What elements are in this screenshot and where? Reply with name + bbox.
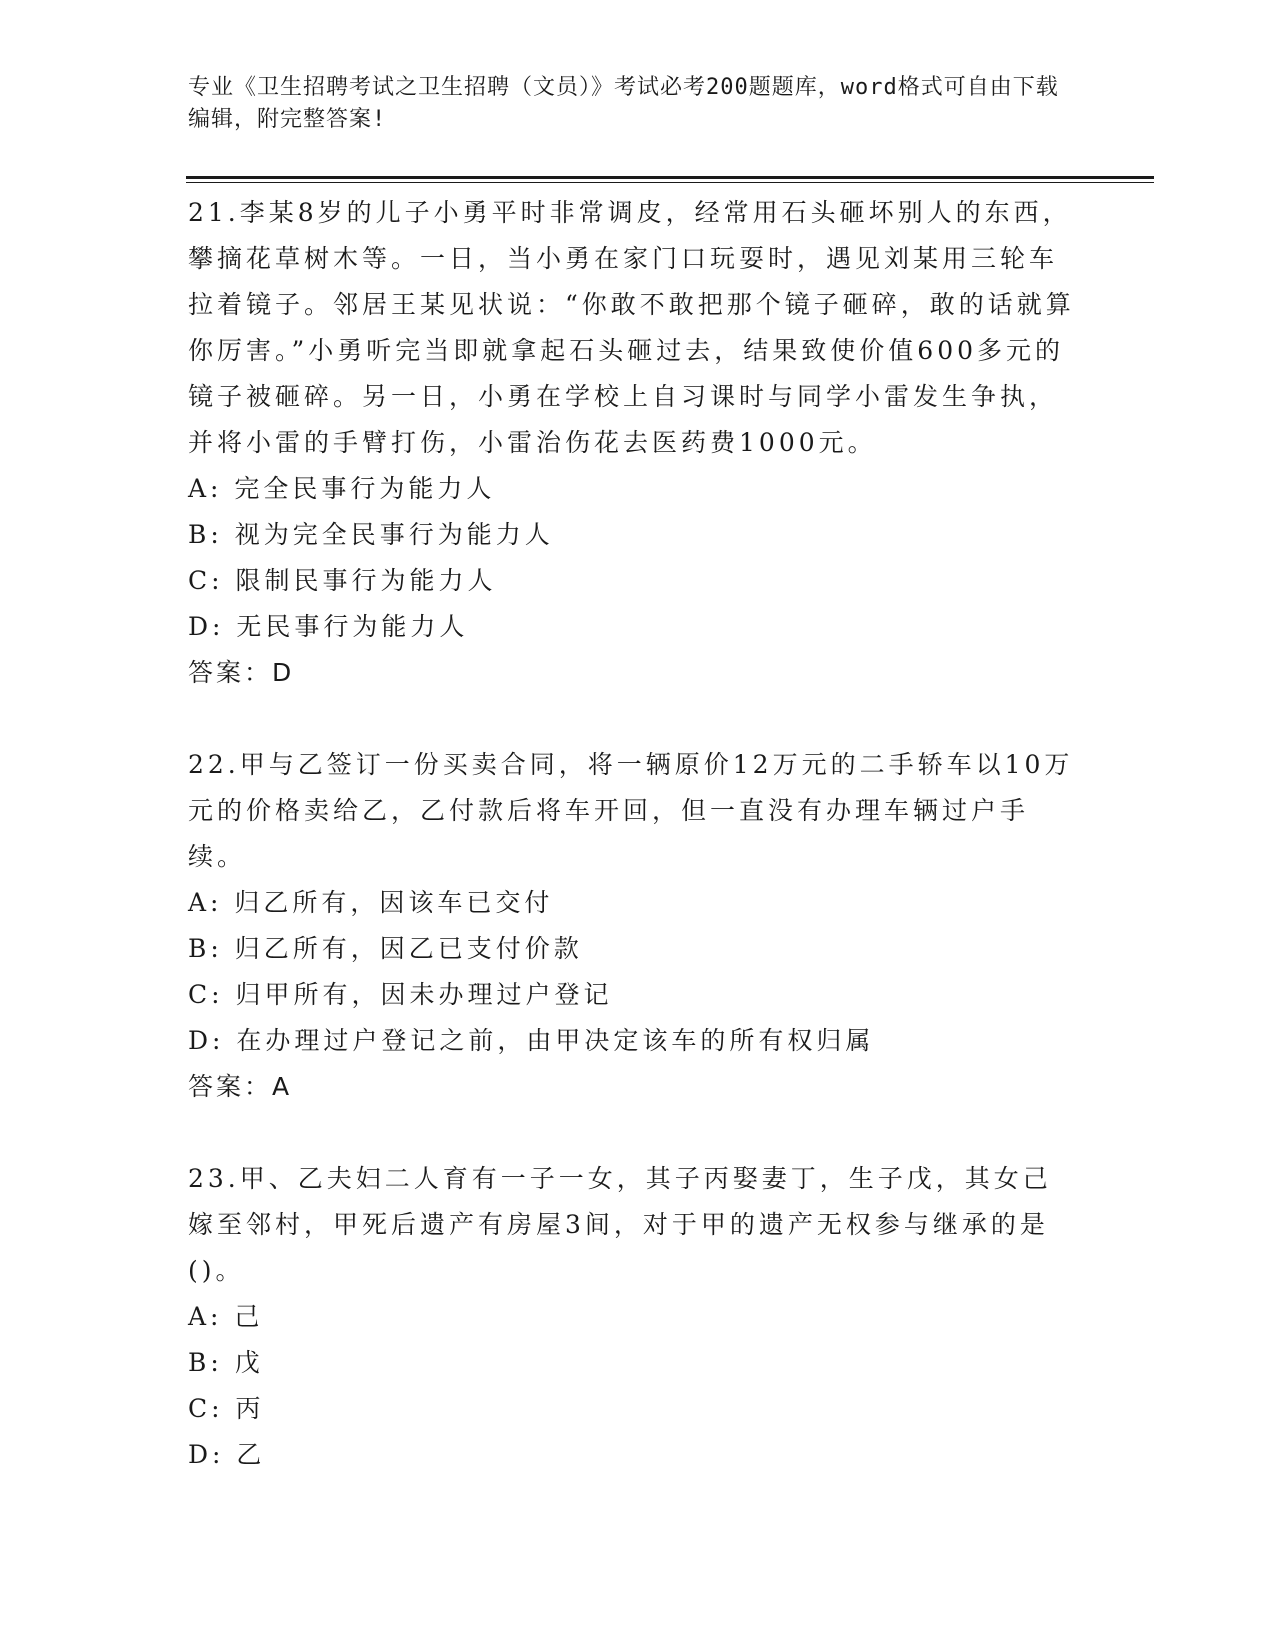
question-stem: 23.甲、乙夫妇二人育有一子一女，其子丙娶妻丁，生子戊，其女己嫁至邻村，甲死后遗产有房屋3间，对于甲的遗产无权参与继承的是()。 [188,1164,1052,1285]
header-divider-thick [186,176,1154,179]
answer-line: 答案：A [188,1072,293,1101]
option-d: D: 在办理过户登记之前，由甲决定该车的所有权归属 [188,1026,875,1055]
question-21 [188,190,1078,696]
question-23 [188,1156,1078,1478]
option-b: B: 戊 [188,1348,264,1377]
question-stem: 22.甲与乙签订一份买卖合同，将一辆原价12万元的二手轿车以10万元的价格卖给乙，乙付款后将车开回，但一直没有办理车辆过户手续。 [188,750,1074,871]
option-d: D: 乙 [188,1440,266,1469]
answer-line: 答案：D [188,658,295,687]
question-22 [188,742,1078,1110]
option-a: A: 归乙所有，因该车已交付 [188,888,554,917]
option-c: C: 归甲所有，因未办理过户登记 [188,980,613,1009]
option-a: A: 完全民事行为能力人 [188,474,496,503]
page-header: 专业《卫生招聘考试之卫生招聘（文员）》考试必考200题题库，word格式可自由下载编辑，附完整答案! [188,75,1059,132]
option-b: B: 归乙所有，因乙已支付价款 [188,934,583,963]
option-a: A: 己 [188,1302,264,1331]
option-c: C: 限制民事行为能力人 [188,566,497,595]
option-d: D: 无民事行为能力人 [188,612,469,641]
question-spacer [188,696,1078,742]
question-spacer [188,1110,1078,1156]
question-stem: 21.李某8岁的儿子小勇平时非常调皮，经常用石头砸坏别人的东西，攀摘花草树木等。一日，当小勇在家门口玩耍时，遇见刘某用三轮车拉着镜子。邻居王某见状说：“你敢不敢把那个镜子砸碎，敢的话就算你厉害。”小勇听完当即就拿起石头砸过去，结果致使价值600多元的镜子被砸碎。另一日，小勇在学校上自习课时与同学小雷发生争执，并将小雷的手臂打伤，小雷治伤花去医药费1000元。 [188,198,1075,457]
question-list [188,190,1078,1478]
option-c: C: 丙 [188,1394,265,1423]
header-divider-thin [186,182,1154,183]
option-b: B: 视为完全民事行为能力人 [188,520,554,549]
